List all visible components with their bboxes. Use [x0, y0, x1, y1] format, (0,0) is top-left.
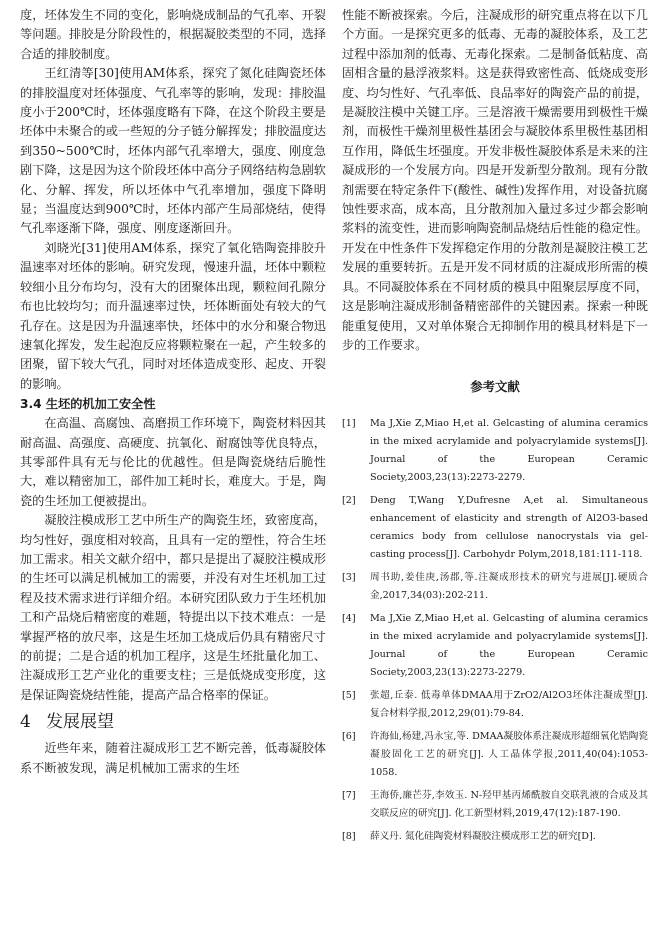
reference-text: Deng T,Wang Y,Dufresne A,et al. Simultaneous enhancement of elasticity and strength of Al2O3-based ceramics body from cellulose nanocrystals via gel-casting process[J]. Carbohydr Polym,2018,181:111-118. [370, 495, 648, 561]
reference-index: [5] [342, 690, 356, 702]
right-column [342, 6, 648, 851]
paragraph-liu-xiaoguang: 刘晓光[31]使用AM体系，探究了氧化锆陶瓷排胶升温速率对坯体的影响。研究发现，慢速升温，坯体中颗粒较细小且分布均匀，没有大的团聚体出现，颗粒间孔隙分布也比较均匀；而升温速率过快，坯体断面处有较大的气孔存在。这是因为升温速率快，坯体中的水分和聚合物迅速氧化挥发，发生起泡反应将颗粒聚在一起，产生较多的团聚，留下较大气孔，同时对坯体造成变形、起皮、开裂的影响。 [20, 240, 326, 391]
section-heading-3-4: 3.4 生坯的机加工安全性 [20, 397, 156, 412]
reference-index: [6] [342, 731, 356, 743]
section-title: 发展展望 [46, 712, 114, 733]
paragraph-outlook-start: 近些年来，随着注凝成形工艺不断完善，低毒凝胶体系不断被发现，满足机械加工需求的生坯 [20, 741, 326, 775]
reference-index: [2] [342, 495, 356, 507]
reference-list [342, 415, 648, 846]
reference-text: Ma J,Xie Z,Miao H,et al. Gelcasting of alumina ceramics in the mixed acrylamide and polyacrylamide systems[J]. Journal of the European Ceramic Society,2003,23(13):2273-2279. [370, 613, 648, 679]
reference-index: [3] [342, 572, 356, 584]
reference-text: 王海侨,廉芒芬,李效玉. N-羟甲基丙烯酰胺自交联乳液的合成及其交联反应的研究[J]. 化工新型材料,2019,47(12):187-190. [370, 790, 648, 820]
section-number: 4 [20, 712, 31, 733]
reference-item [342, 492, 648, 564]
reference-item [342, 787, 648, 823]
reference-text: 周书助,姜佳庚,汤郡,等.注凝成形技术的研究与进展[J].硬质合金,2017,34(03):202-211. [370, 572, 648, 602]
reference-item [342, 687, 648, 723]
paragraph-binder-removal: 度，坯体发生不同的变化，影响烧成制品的气孔率、开裂等问题。排胶是分阶段性的，根据凝胶类型的不同，选择合适的排胶制度。 [20, 8, 326, 61]
reference-item [342, 610, 648, 682]
reference-index: [8] [342, 831, 356, 843]
reference-index: [7] [342, 790, 356, 802]
reference-text: Ma J,Xie Z,Miao H,et al. Gelcasting of alumina ceramics in the mixed acrylamide and polyacrylamide systems[J]. Journal of the European Ceramic Society,2003,23(13):2273-2279. [370, 418, 648, 484]
reference-index: [1] [342, 418, 356, 430]
section-heading-4 [20, 707, 326, 737]
paragraph-ceramic-advantages: 在高温、高腐蚀、高磨损工作环境下，陶瓷材料因其耐高温、高强度、高硬度、抗氧化、耐腐蚀等优良特点，其零部件具有无与伦比的优越性。但是陶瓷烧结后脆性大，难以精密加工，部件加工耗时长，难度大。于是，陶瓷的生坯加工便被提出。 [20, 416, 326, 508]
reference-item [342, 415, 648, 487]
paragraph-wang-hongqing: 王红清等[30]使用AM体系，探究了氮化硅陶瓷坯体的排胶温度对坯体强度、气孔率等的影响，发现：排胶温度小于200℃时，坯体强度略有下降，在这个阶段主要是坯体中未聚合的或一些短的分子链分解挥发；排胶温度达到350~500℃时，坯体内部气孔率增大，强度、刚度急剧下降，这是因为这个阶段坯体中高分子网络结构急剧软化、分解、挥发，所以坯体中气孔率增加，强度下降明显；当温度达到900℃时，坯体内部产生局部烧结，使得气孔率逐渐下降，强度、刚度逐渐回升。 [20, 66, 326, 236]
reference-text: 薛义丹. 氮化硅陶瓷材料凝胶注模成形工艺的研究[D]. [370, 831, 596, 843]
reference-item [342, 569, 648, 605]
reference-item [342, 728, 648, 782]
reference-index: [4] [342, 613, 356, 625]
paragraph-green-body-machining: 凝胶注模成形工艺中所生产的陶瓷生坯，致密度高，均匀性好，强度相对较高，且具有一定的塑性，符合生坯加工需求。相关文献介绍中，都只是提出了凝胶注模成形的生坯可以满足机械加工的需要，并没有对生坯机加工过程及技术需求进行详细介绍。本研究团队致力于生坯机加工和产品烧后精密度的难题，特提出以下技术难点：一是掌握严格的放尺率，这是生坯加工烧成后仍具有精密尺寸的前提；二是合适的机加工程序，这是生坯批量化加工、注凝成形工艺产业化的重要支柱；三是低烧成变形度，这是保证陶瓷烧结性能，提高产品合格率的保证。 [20, 513, 326, 702]
paragraph-outlook-continued: 性能不断被探索。今后，注凝成形的研究重点将在以下几个方面。一是探究更多的低毒、无毒的凝胶体系，及工艺过程中添加剂的低毒、无毒化探索。二是制备低粘度、高固相含量的悬浮液浆料。这是获得致密性高、低烧成变形度、均匀性好、气孔率低、良品率好的陶瓷产品的前提，是凝胶注模中关键工序。三是溶液干燥需要用到极性干燥剂，而极性干燥剂里极性基团会与凝胶体系里极性基团相互作用，降低生坯强度。开发非极性凝胶体系是未来的注凝成形的一个发展方向。四是开发新型分散剂。现有分散剂需要在特定条件下(酸性、碱性)发挥作用，对设备抗腐蚀性要求高，成本高，且分散剂加入量过多过少都会影响浆料的流变性，进而影响陶瓷制品烧结后性能的稳定性。开发在中性条件下发挥稳定作用的分散剂是凝胶注模工艺发展的重要转折。五是开发不同材质的注凝成形所需的模具。不同凝胶体系在不同材质的模具中阻聚层厚度不同，这是影响注凝成形制备精密部件的关键因素。探索一种既能重复使用，又对单体聚合无抑制作用的模具材料是下一步的工作要求。 [342, 8, 648, 352]
left-column [20, 6, 326, 778]
reference-item [342, 828, 648, 846]
reference-text: 张超,丘泰. 低毒单体DMAA用于ZrO2/Al2O3坯体注凝成型[J]. 复合材料学报,2012,29(01):79-84. [370, 690, 648, 720]
references-heading: 参考文献 [470, 379, 520, 395]
reference-text: 许海仙,杨建,冯永宝,等. DMAA凝胶体系注凝成形超细氧化锆陶瓷凝胶固化工艺的研究[J]. 人工晶体学报,2011,40(04):1053-1058. [370, 731, 648, 779]
